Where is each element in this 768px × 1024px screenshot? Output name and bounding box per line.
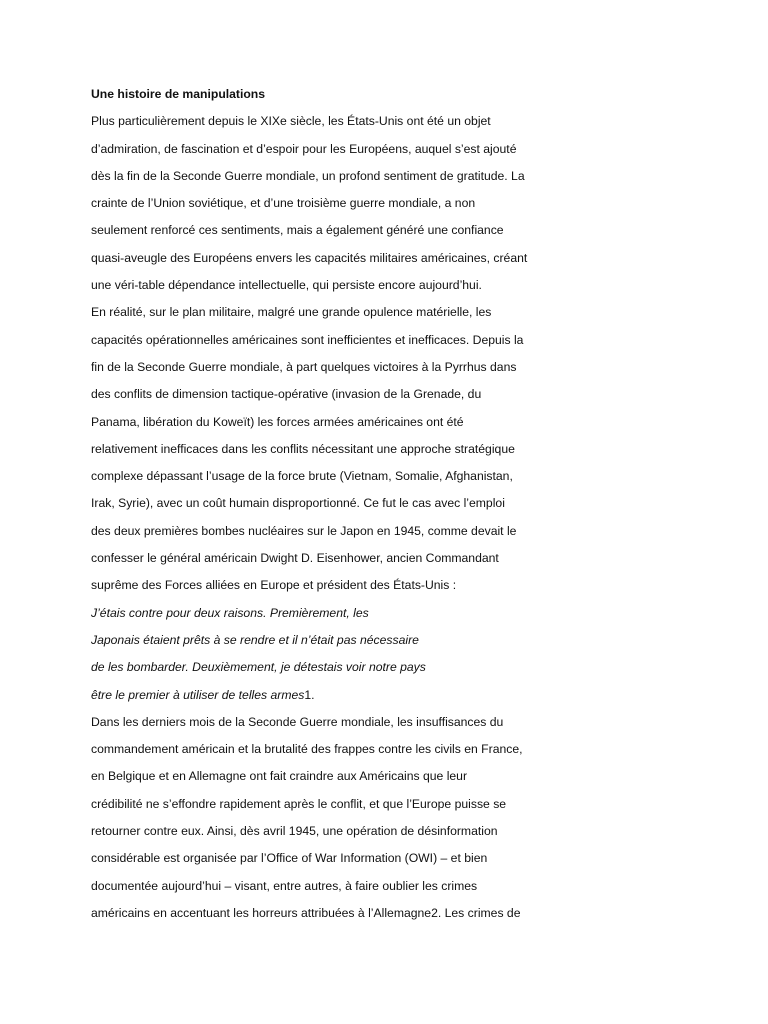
- text-line: d’admiration, de fascination et d’espoir pour les Européens, auquel s’est ajouté: [91, 141, 517, 156]
- text-line: commandement américain et la brutalité des frappes contre les civils en France,: [91, 742, 523, 757]
- quote-line: J’étais contre pour deux raisons. Premièrement, les: [91, 605, 369, 620]
- text-line: seulement renforcé ces sentiments, mais a également généré une confiance: [91, 223, 504, 238]
- text-line: en Belgique et en Allemagne ont fait craindre aux Américains que leur: [91, 769, 468, 784]
- text-line: relativement inefficaces dans les conflits nécessitant une approche stratégique: [91, 441, 515, 456]
- text-line: dès la fin de la Seconde Guerre mondiale, un profond sentiment de gratitude. La: [91, 168, 525, 183]
- text-line: des deux premières bombes nucléaires sur le Japon en 1945, comme devait le: [91, 523, 517, 538]
- text-line: une véri-table dépendance intellectuelle, qui persiste encore aujourd’hui.: [91, 278, 482, 293]
- text-line: des conflits de dimension tactique-opérative (invasion de la Grenade, du: [91, 387, 482, 402]
- text-line: confesser le général américain Dwight D. Eisenhower, ancien Commandant: [91, 551, 499, 566]
- quote-line: de les bombarder. Deuxièmement, je détestais voir notre pays: [91, 660, 426, 675]
- quote-last-line: [91, 684, 571, 711]
- text-line: Dans les derniers mois de la Seconde Guerre mondiale, les insuffisances du: [91, 714, 504, 729]
- document-page: [91, 83, 571, 929]
- text-line: considérable est organisée par l’Office of War Information (OWI) – et bien: [91, 851, 488, 866]
- text-line: retourner contre eux. Ainsi, dès avril 1945, une opération de désinformation: [91, 824, 498, 839]
- text-line: capacités opérationnelles américaines sont inefficientes et inefficaces. Depuis la: [91, 332, 524, 347]
- text-line: crainte de l’Union soviétique, et d’une troisième guerre mondiale, a non: [91, 196, 476, 211]
- text-line: Irak, Syrie), avec un coût humain disproportionné. Ce fut le cas avec l’emploi: [91, 496, 505, 511]
- text-line: Plus particulièrement depuis le XIXe siècle, les États-Unis ont été un objet: [91, 114, 491, 129]
- quote-line: Japonais étaient prêts à se rendre et il n’était pas nécessaire: [91, 632, 419, 647]
- text-line: En réalité, sur le plan militaire, malgré une grande opulence matérielle, les: [91, 305, 492, 320]
- text-line: suprême des Forces alliées en Europe et président des États-Unis :: [91, 578, 457, 593]
- footnote-reference: 1.: [304, 687, 315, 702]
- section-heading: Une histoire de manipulations: [91, 87, 266, 101]
- text-line: crédibilité ne s’effondre rapidement après le conflit, et que l’Europe puisse se: [91, 796, 507, 811]
- text-line: américains en accentuant les horreurs attribuées à l’Allemagne2. Les crimes de: [91, 905, 521, 920]
- text-line: complexe dépassant l’usage de la force brute (Vietnam, Somalie, Afghanistan,: [91, 469, 513, 484]
- text-line: fin de la Seconde Guerre mondiale, à part quelques victoires à la Pyrrhus dans: [91, 359, 517, 374]
- text-line: Panama, libération du Koweït) les forces armées américaines ont été: [91, 414, 464, 429]
- quote-text: être le premier à utiliser de telles armes: [91, 687, 305, 702]
- text-line: documentée aujourd’hui – visant, entre autres, à faire oublier les crimes: [91, 878, 478, 893]
- text-line: quasi-aveugle des Européens envers les capacités militaires américaines, créant: [91, 250, 528, 265]
